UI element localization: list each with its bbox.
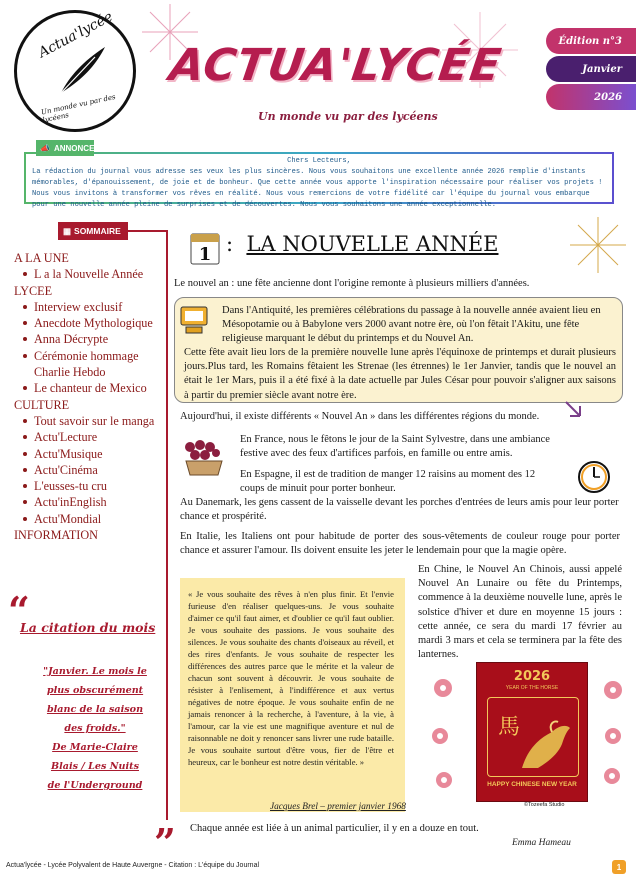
annonce-text: La rédaction du journal vous adresse ses veux les plus sincères. Nous vous souhaitons une excellente année 2026 remplie d'instants mémorables, d'épanouissement, de joie et de bonheur. Que cette année vous apporte l'inspiration nécessaire pour réaliser vos projets ! Nous vous invitons à transformer vos rêves en réalité. Nous vous remercions de votre fidélité car l'équipe du journal vous embarque pour une nouvelle année pleine de surprises et de découvertes. Nous vous souhaitons une année exceptionnelle. <box>32 168 603 209</box>
denmark-paragraph: Au Danemark, les gens cassent de la vaisselle devant les porches d'entrées de leurs amis pour leur porter chance et prospérité. <box>180 497 619 523</box>
brel-quote-box <box>180 578 405 812</box>
newspaper-title: ACTUA'LYCÉE <box>166 40 505 91</box>
page-number: 1 <box>612 860 626 874</box>
article-author: Emma Hameau <box>512 838 571 848</box>
calendar-page-icon <box>190 231 220 265</box>
computer-icon <box>178 305 212 337</box>
toc-section: LYCEE <box>14 283 53 298</box>
footer-text: Actua'lycée - Lycée Polyvalent de Haute Auvergne - Citation : L'équipe du Journal <box>6 862 260 869</box>
annonce-greeting: Chers Lecteurs, <box>287 157 351 165</box>
feather-icon <box>55 43 109 97</box>
flower-decoration-icon <box>428 676 458 796</box>
image-credit: ©Tozeefa Studio <box>524 802 565 808</box>
brel-quote-signature: Jacques Brel – premier janvier 1968 <box>270 802 406 812</box>
toc-item[interactable]: Anna Décrypte <box>14 331 164 347</box>
today-paragraph: Aujourd'hui, il existe différents « Nouvel An » dans les différentes régions du monde. <box>180 411 540 422</box>
clock-icon <box>576 458 612 494</box>
article-title <box>226 232 498 256</box>
calendar-day: 1 <box>198 244 212 265</box>
citation-title: La citation du mois <box>20 620 156 635</box>
horse-icon <box>518 718 574 772</box>
firework-decoration <box>566 215 630 285</box>
arrow-icon <box>562 398 584 420</box>
toc-item[interactable]: Actu'Mondial <box>14 511 164 527</box>
toc-item[interactable]: Actu'Lecture <box>14 429 164 445</box>
toc-item[interactable]: Anecdote Mythologique <box>14 315 164 331</box>
toc-item[interactable]: Tout savoir sur le manga <box>14 413 164 429</box>
animal-paragraph: Chaque année est liée à un animal particulier, il y en a douze en tout. <box>190 823 479 834</box>
citation-quote <box>28 662 162 795</box>
grapes-icon <box>180 437 228 479</box>
citation-line: De Marie-Claire <box>52 742 138 753</box>
citation-line: des froids." <box>64 723 126 734</box>
logo <box>14 10 136 132</box>
spain-paragraph: En Espagne, il est de tradition de manger 12 raisins au moment des 12 coups de minuit pour porter bonheur. <box>240 469 536 495</box>
month-badge: Janvier <box>546 56 636 82</box>
logo-text-bottom: Un monde vu par des lycéens <box>40 92 117 125</box>
close-quote-icon: ” <box>154 820 176 865</box>
flower-decoration-icon <box>598 676 628 796</box>
calendar-icon: ▦ <box>63 225 72 236</box>
history-paragraph-2: Cette fête avait lieu lors de la première nouvelle lune après l'équinoxe de printemps et durait plusieurs jours.Plus tard, les Romains fêtaient les Strenae (les étrennes) le 1er Janvier, tandis que le nouvel an était le 1er Mars, puis il a été fixé à la date actuelle par Jules César pour pouvoir s'aligner aux saisons à partir du premier siècle avant notre ère. <box>184 347 616 401</box>
toc-section: A LA UNE <box>14 251 69 265</box>
italy-paragraph: En Italie, les Italiens ont pour habitude de porter des sous-vêtements de couleur rouge pour porter chance et assurer l'amour. Ils doivent ensuite les jeter le lendemain pour que la magie opère. <box>180 531 620 557</box>
newspaper-subtitle: Un monde vu par des lycéens <box>258 110 438 123</box>
citation-line: blanc de la saison <box>46 704 144 715</box>
toc-section: INFORMATION <box>14 528 98 543</box>
toc-item[interactable]: Cérémonie hommage Charlie Hebdo <box>14 348 164 381</box>
toc-item[interactable]: Actu'Musique <box>14 446 164 462</box>
toc-item[interactable]: Le chanteur de Mexico <box>14 380 164 396</box>
year-badge: 2026 <box>546 84 636 110</box>
divider <box>128 230 166 232</box>
edition-badge: Édition n°3 <box>546 28 636 54</box>
china-paragraph: En Chine, le Nouvel An Chinois, aussi appelé Nouvel An Lunaire ou fête du Printemps, commence à la deuxième nouvelle lune, après le solstice d'hiver et dure en moyenne 15 jours : cette année, ce sera du mardi 17 février au mardi 3 mars et cela se terminera par la fête des lanternes. <box>418 564 622 661</box>
toc-item[interactable]: L'eusses-tu cru <box>14 478 164 494</box>
toc-item[interactable]: L a la Nouvelle Année <box>14 266 164 282</box>
france-paragraph: En France, nous le fêtons le jour de la Saint Sylvestre, dans une ambiance festive avec des feux d'artifices parfois, en famille ou entre amis. <box>240 434 550 460</box>
citation-line: Blais / Les Nuits <box>50 761 139 772</box>
history-paragraph: Dans l'Antiquité, les premières célébrations du passage à la nouvelle année avaient lieu en Mésopotamie ou à Babylone vers 2000 avant notre ère, où l'on fêtait l'Akitu, une fête religieuse marquant le début du printemps et du Nouvel An. <box>222 305 601 345</box>
annonce-box <box>24 152 614 209</box>
annonce-label <box>36 140 94 156</box>
chinese-new-year-image <box>476 662 588 802</box>
citation-line: "Janvier. Le mois le <box>43 666 147 677</box>
title-colon: : <box>226 232 234 256</box>
sommaire-label <box>58 222 128 240</box>
logo-text-top: Actua'lycée <box>36 8 116 62</box>
toc-section: CULTURE <box>14 397 70 412</box>
brel-quote: « Je vous souhaite des rêves à n'en plus finir. Et l'envie furieuse d'en réaliser quelques-uns. Je vous souhaite d'aimer ce qu'il faut aimer, et d'oublier ce qu'il faut oublier. Je vous souhaite des passions. Je vous souhaite des silences. Je vous souhaite des chants d'oiseaux au réveil, et des rires d'enfants. Je vous souhaite de respecter les différences des autres parce que le mérite et la valeur de chacun sont souvent à découvrir. Je vous souhaite de résister à l'enlisement, à l'indifférence et aux vertus négatives de notre époque. Je vous souhaite enfin de ne jamais renoncer à la recherche, à l'aventure, à la vie, à l'amour, car la vie est une magnifique aventure et nul de raisonnable ne doit y renoncer sans livrer une rude bataille. Je vous souhaite surtout d'être vous, fier de l'être et heureux, car le bonheur est notre destin véritable. » <box>188 589 394 767</box>
citation-line: plus obscurément <box>46 685 144 696</box>
toc-item[interactable]: Interview exclusif <box>14 299 164 315</box>
horse-card-year: 2026 <box>513 669 551 684</box>
article-title-text: LA NOUVELLE ANNÉE <box>246 232 499 256</box>
article-intro: Le nouvel an : une fête ancienne dont l'origine remonte à plusieurs milliers d'années. <box>174 278 530 289</box>
citation-line: de l'Underground <box>47 780 143 791</box>
horse-card-small: YEAR OF THE HORSE <box>505 685 559 691</box>
divider <box>166 230 168 820</box>
annonce-label-text: ANNONCE <box>53 143 95 153</box>
sommaire-label-text: SOMMAIRE <box>74 226 121 236</box>
table-of-contents <box>14 250 164 543</box>
horse-character: 馬 <box>498 715 521 740</box>
megaphone-icon: 📣 <box>40 143 50 153</box>
horse-card-banner: HAPPY CHINESE NEW YEAR <box>487 781 577 788</box>
open-quote-icon: “ <box>8 588 30 633</box>
toc-item[interactable]: Actu'Cinéma <box>14 462 164 478</box>
toc-item[interactable]: Actu'inEnglish <box>14 494 164 510</box>
